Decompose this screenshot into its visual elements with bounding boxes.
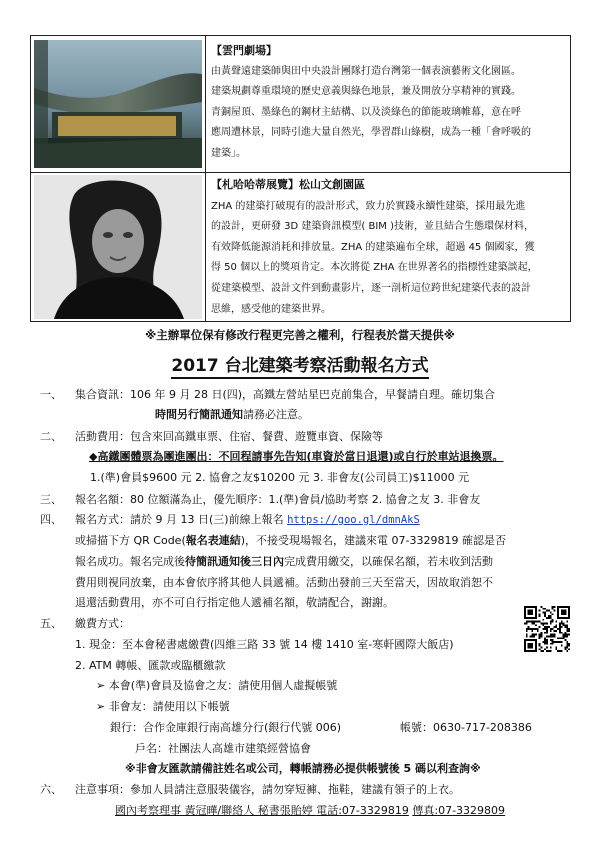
- page-title-text: 2017 台北建築考察活動報名方式: [171, 356, 428, 379]
- zaha-line: ZHA 的建築打破現有的設計形式，致力於實踐永續性建築，採用最先進: [211, 200, 526, 212]
- bank-account: 帳號：0630-717-208386: [400, 721, 532, 734]
- theater-photo: [34, 40, 202, 168]
- zaha-title: 【札哈哈蒂展覽】: [211, 178, 299, 191]
- venue-info-table: [30, 35, 571, 322]
- remittance-note: ※非會友匯款請備註姓名或公司，轉帳請務必提供帳號後 5 碼以利查詢※: [125, 762, 481, 775]
- qr-instruction-rest: )，不接受現場報名，建議來電 07-3329819 確認是否: [240, 534, 506, 547]
- column-divider: [205, 36, 206, 172]
- qr-code-icon[interactable]: [524, 606, 570, 652]
- cloud-gate-title: 【雲門劇場】: [211, 44, 277, 57]
- account-holder: 戶名：社團法人高雄市建築經營協會: [135, 742, 311, 755]
- fee-list: 1.(準)會員$9600 元 2. 協會之友$10200 元 3. 非會友(公司員工)$11000 元: [90, 471, 470, 484]
- member-account-note: ➢ 本會(準)會員及協會之友：請使用個人虛擬帳號: [96, 679, 338, 692]
- zaha-description: [211, 175, 565, 320]
- section-3-text: 報名名額：80 位額滿為止，優先順序：1.(準)會員/協助考察 2. 協會之友 3. 非會友: [75, 493, 481, 506]
- cloud-gate-line: 建築規劃尊重環境的歷史意義與綠色地景，兼及開放分享精神的實踐。: [211, 86, 521, 98]
- architect-portrait: [34, 175, 202, 319]
- zaha-line: 思維，感受他的建築世界。: [211, 303, 331, 315]
- contact-footer: [115, 802, 505, 818]
- section-4-line4: 費用則視同放棄，由本會依序將其他人員遞補。活動出發前三天至當天，因故取消恕不: [75, 576, 493, 589]
- section-6-text: 注意事項：參加人員請注意服裝儀容，請勿穿短褲、拖鞋，建議有領子的上衣。: [75, 783, 460, 796]
- section-2-text: 活動費用：包含來回高鐵車票、住宿、餐費、遊覽車資、保險等: [75, 430, 383, 443]
- section-1-number: 一、: [40, 388, 62, 401]
- section-4-line2: [75, 532, 506, 548]
- section-4-line5: 退還活動費用，亦不可自行指定他人遞補名額，敬請配合，謝謝。: [75, 596, 394, 609]
- contact-person: 國內考察理事 黃冠曄/聯絡人 秘書張貽婷: [115, 804, 317, 817]
- registration-link[interactable]: https://goo.gl/dmnAkS: [287, 514, 420, 526]
- column-divider: [205, 172, 206, 322]
- section-5-text: 繳費方式：: [75, 617, 130, 630]
- payment-deadline-post: 完成費用繳交，以確保名額，若未收到活動: [284, 555, 493, 568]
- venue-row-cloud-gate: [31, 36, 570, 173]
- form-link-label: 報名表連結: [185, 534, 241, 547]
- cloud-gate-description: [211, 41, 565, 165]
- hsr-ticket-note: ◆高鐵團體票為團進團出：不回程請事先告知(車資於當日退還)或自行於車站退換票。: [89, 450, 504, 463]
- section-1-line2: [155, 406, 309, 422]
- section-4-text: [75, 511, 420, 527]
- section-6-number: 六、: [40, 783, 62, 796]
- section-1-rest: 請務必注意。: [243, 408, 309, 421]
- cloud-gate-line: 由黃聲遠建築師與田中央設計團隊打造台灣第一個表演藝術文化園區。: [211, 65, 521, 77]
- organizer-notice: ※主辦單位保有修改行程更完善之權利，行程表於當天提供※: [145, 328, 455, 342]
- cloud-gate-line: 建築」。: [211, 147, 246, 159]
- zaha-line: 的設計，更研發 3D 建築資訊模型( BIM )技術，並且結合生態環保材料，: [211, 221, 535, 233]
- cash-payment: 1. 現金：至本會秘書處繳費(四維三路 33 號 14 樓 1410 室-寒軒國際大飯店): [75, 638, 454, 651]
- payment-deadline-pre: 報名成功。報名完成後: [75, 555, 185, 568]
- zaha-venue: 松山文創園區: [299, 178, 365, 191]
- cloud-gate-line: 青銅屋頂、墨綠色的鋼材主結構、以及淡綠色的節能玻璃帷幕，意在呼: [211, 106, 521, 118]
- cloud-gate-line: 應周遭林景，同時引進大量自然光，學習群山綠樹，成為一種「會呼吸的: [211, 127, 531, 139]
- contact-phone: 電話:07-3329819: [316, 804, 409, 817]
- zaha-line: 得 50 個以上的獎項肯定。本次將從 ZHA 在世界著名的指標性建築談起，: [211, 262, 538, 274]
- bank-name: 銀行：合作金庫銀行南高雄分行(銀行代號 006): [110, 721, 342, 734]
- section-1-text: 集合資訊：106 年 9 月 28 日(四)，高鐵左營站星巴克前集合，早餐請自理。確切集合: [75, 388, 496, 401]
- contact-fax: 傳真:07-3329809: [412, 804, 506, 817]
- zaha-line: 從建築模型、設計文件到動畫影片，逐一剖析這位跨世紀建築代表的設計: [211, 282, 531, 294]
- venue-row-zaha: [31, 172, 570, 322]
- section-4-number: 四、: [40, 513, 62, 526]
- registration-deadline: 報名方式：請於 9 月 13 日(三)前線上報名: [75, 513, 288, 526]
- payment-deadline: 待簡訊通知後三日內: [185, 555, 284, 568]
- section-5-number: 五、: [40, 617, 62, 630]
- section-2-number: 二、: [40, 430, 62, 443]
- atm-payment: 2. ATM 轉帳、匯款或臨櫃繳款: [75, 659, 226, 672]
- section-4-line3: [75, 553, 493, 569]
- page-title: [0, 351, 600, 376]
- qr-instruction: 或掃描下方 QR Code(: [75, 534, 186, 547]
- sms-notice: 時間另行簡訊通知: [155, 408, 243, 421]
- section-3-number: 三、: [40, 493, 62, 506]
- zaha-line: 有效降低能源消耗和排放量。ZHA 的建築遍布全球，超過 45 個國家，獲: [211, 241, 535, 253]
- nonmember-account-note: ➢ 非會友：請使用以下帳號: [96, 700, 230, 713]
